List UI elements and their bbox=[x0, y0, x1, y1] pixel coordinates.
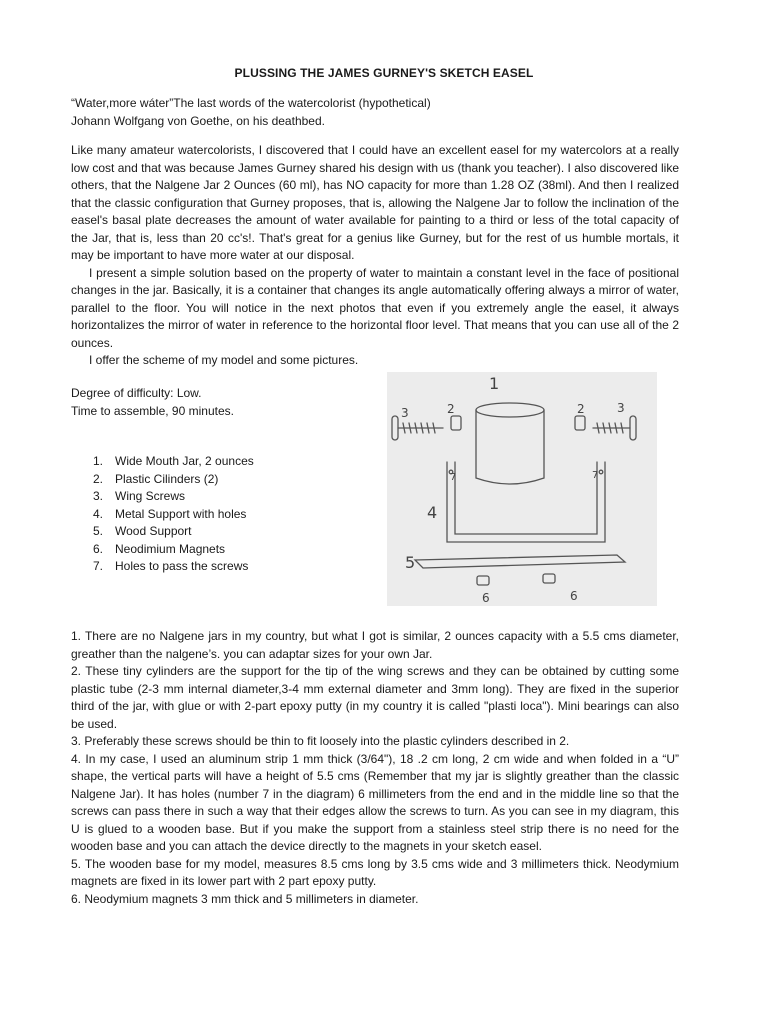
list-item-label: Metal Support with holes bbox=[115, 506, 247, 521]
diagram-label-2-left: 2 bbox=[447, 402, 455, 416]
note-item: 6. Neodymium magnets 3 mm thick and 5 millimeters in diameter. bbox=[71, 891, 419, 906]
time-line: Time to assemble, 90 minutes. bbox=[71, 403, 234, 418]
list-item-label: Wide Mouth Jar, 2 ounces bbox=[115, 454, 254, 468]
wood-base bbox=[415, 555, 625, 568]
epigraph-attribution: Johann Wolfgang von Goethe, on his deathbed. bbox=[71, 113, 325, 128]
left-wing-screw bbox=[392, 416, 443, 440]
list-item-number: 5. bbox=[93, 524, 104, 538]
list-item bbox=[93, 453, 373, 471]
list-item-number: 2. bbox=[93, 471, 104, 486]
diagram-label-1: 1 bbox=[489, 374, 500, 393]
magnet-left bbox=[477, 576, 489, 585]
left-cylinder bbox=[451, 416, 461, 430]
list-item bbox=[93, 506, 373, 524]
project-meta bbox=[71, 385, 371, 420]
right-cylinder bbox=[575, 416, 585, 430]
diagram-label-6-right: 6 bbox=[570, 589, 578, 603]
parts-list bbox=[93, 453, 373, 576]
note-item: 4. In my case, I used an aluminum strip 1 mm thick (3/64"), 18 .2 cm long, 2 cm wide and when folded in a “U” shape, the vertical parts will have a height of 5.5 cms (Remember that my jar is slightly greather than the classic Nalgene Jar). It has holes (number 7 in the diagram) 6 millimeters from the end and in the middle line so that the screws can pass there in such a way that their edges allow the screws to turn. As you can see in my diagram, this U is glued to a wooden base. But if you make the support from a stainless steel strip there is no need for the wooden base and you can attach the device directly to the magnets in your sketch easel. bbox=[71, 751, 679, 853]
intro-paragraph-2: I present a simple solution based on the property of water to maintain a constant level in the face of positional changes in the jar. Basically, it is a container that changes its angle automatically offering always a mirror of water, parallel to the floor. You will notice in the next photos that even if you extremely angle the easel, it always horizontalizes the mirror of water in reference to the horizontal floor level. That means that you can use all of the 2 ounces. bbox=[71, 265, 679, 350]
list-item-label: Holes to pass the screws bbox=[115, 559, 249, 573]
difficulty-line: Degree of difficulty: Low. bbox=[71, 386, 202, 400]
easel-diagram-sketch bbox=[387, 372, 657, 606]
list-item bbox=[93, 541, 373, 559]
intro-paragraph-3: I offer the scheme of my model and some pictures. bbox=[89, 353, 359, 367]
epigraph-quote: “Water,more wáter”The last words of the watercolorist (hypothetical) bbox=[71, 96, 431, 110]
list-item-label: Wing Screws bbox=[115, 489, 186, 503]
diagram-label-2-right: 2 bbox=[577, 402, 585, 416]
note-item: 2. These tiny cylinders are the support for the tip of the wing screws and they can be obtained by cutting some plastic tube (2-3 mm internal diameter,3-4 mm external diameter and 3mm long). They are fixed in the superior third of the jar, with glue or with 2-part epoxy putty (in my country it is called "plasti loca"). Mini bearings can also be used. bbox=[71, 664, 679, 731]
right-wing-screw bbox=[593, 416, 636, 440]
notes-section bbox=[71, 628, 679, 908]
epigraph bbox=[71, 95, 691, 130]
list-item-label: Neodimium Magnets bbox=[115, 541, 226, 556]
jar-top bbox=[476, 403, 544, 417]
list-item-label: Wood Support bbox=[115, 524, 192, 538]
list-item-number: 6. bbox=[93, 541, 104, 556]
list-item-label: Plastic Cilinders (2) bbox=[115, 471, 219, 486]
list-item bbox=[93, 488, 373, 506]
screw-hole-right bbox=[599, 470, 603, 474]
diagram-label-5: 5 bbox=[405, 553, 416, 572]
list-item-number: 3. bbox=[93, 489, 104, 503]
note-item: 3. Preferably these screws should be thin to fit loosely into the plastic cylinders described in 2. bbox=[71, 734, 570, 748]
list-item-number: 4. bbox=[93, 506, 104, 521]
metal-u-support bbox=[447, 462, 605, 542]
list-item bbox=[93, 471, 373, 489]
note-item: 5. The wooden base for my model, measures 8.5 cms long by 3.5 cms wide and 3 millimeters thick. Neodymium magnets are fixed in its lower part with 2 part epoxy putty. bbox=[71, 856, 679, 888]
list-item-number: 7. bbox=[93, 559, 104, 573]
list-item bbox=[93, 523, 373, 541]
list-item-number: 1. bbox=[93, 454, 104, 468]
diagram-label-6-left: 6 bbox=[482, 591, 490, 605]
diagram-label-7-left: 7 bbox=[450, 472, 457, 483]
diagram-label-3-right: 3 bbox=[617, 401, 625, 415]
intro-paragraph-1: Like many amateur watercolorists, I discovered that I could have an excellent easel for my watercolors at a really low cost and that was because James Gurney shared his design with us (thank you teacher). I also discovered like others, that the Nalgene Jar 2 Ounces (60 ml), has NO capacity for more than 1.28 OZ (38ml). And then I realized that the classic configuration that Gurney proposes, that is, allowing the Nalgene Jar to follow the inclination of the easel's basal plate decreases the amount of water available for painting to a third or less of the total capacity of the Jar, that is, less than 20 cc's!. That's great for a genius like Gurney, but for the rest of us humble mortals, it may be important to have more water at our disposal. bbox=[71, 143, 679, 262]
diagram-label-3-left: 3 bbox=[401, 406, 409, 420]
note-item: 1. There are no Nalgene jars in my country, but what I got is similar, 2 ounces capacity with a 5.5 cms diameter, greather than the nalgene’s. you can adaptar sizes for your own Jar. bbox=[71, 629, 679, 661]
jar-body bbox=[476, 410, 544, 484]
intro-section bbox=[71, 142, 679, 370]
diagram-drawing bbox=[387, 372, 657, 606]
diagram-label-7-right: 7 bbox=[592, 470, 599, 481]
magnet-right bbox=[543, 574, 555, 583]
document-title: PLUSSING THE JAMES GURNEY'S SKETCH EASEL bbox=[234, 66, 534, 80]
diagram-label-4: 4 bbox=[427, 503, 438, 522]
list-item bbox=[93, 558, 373, 576]
